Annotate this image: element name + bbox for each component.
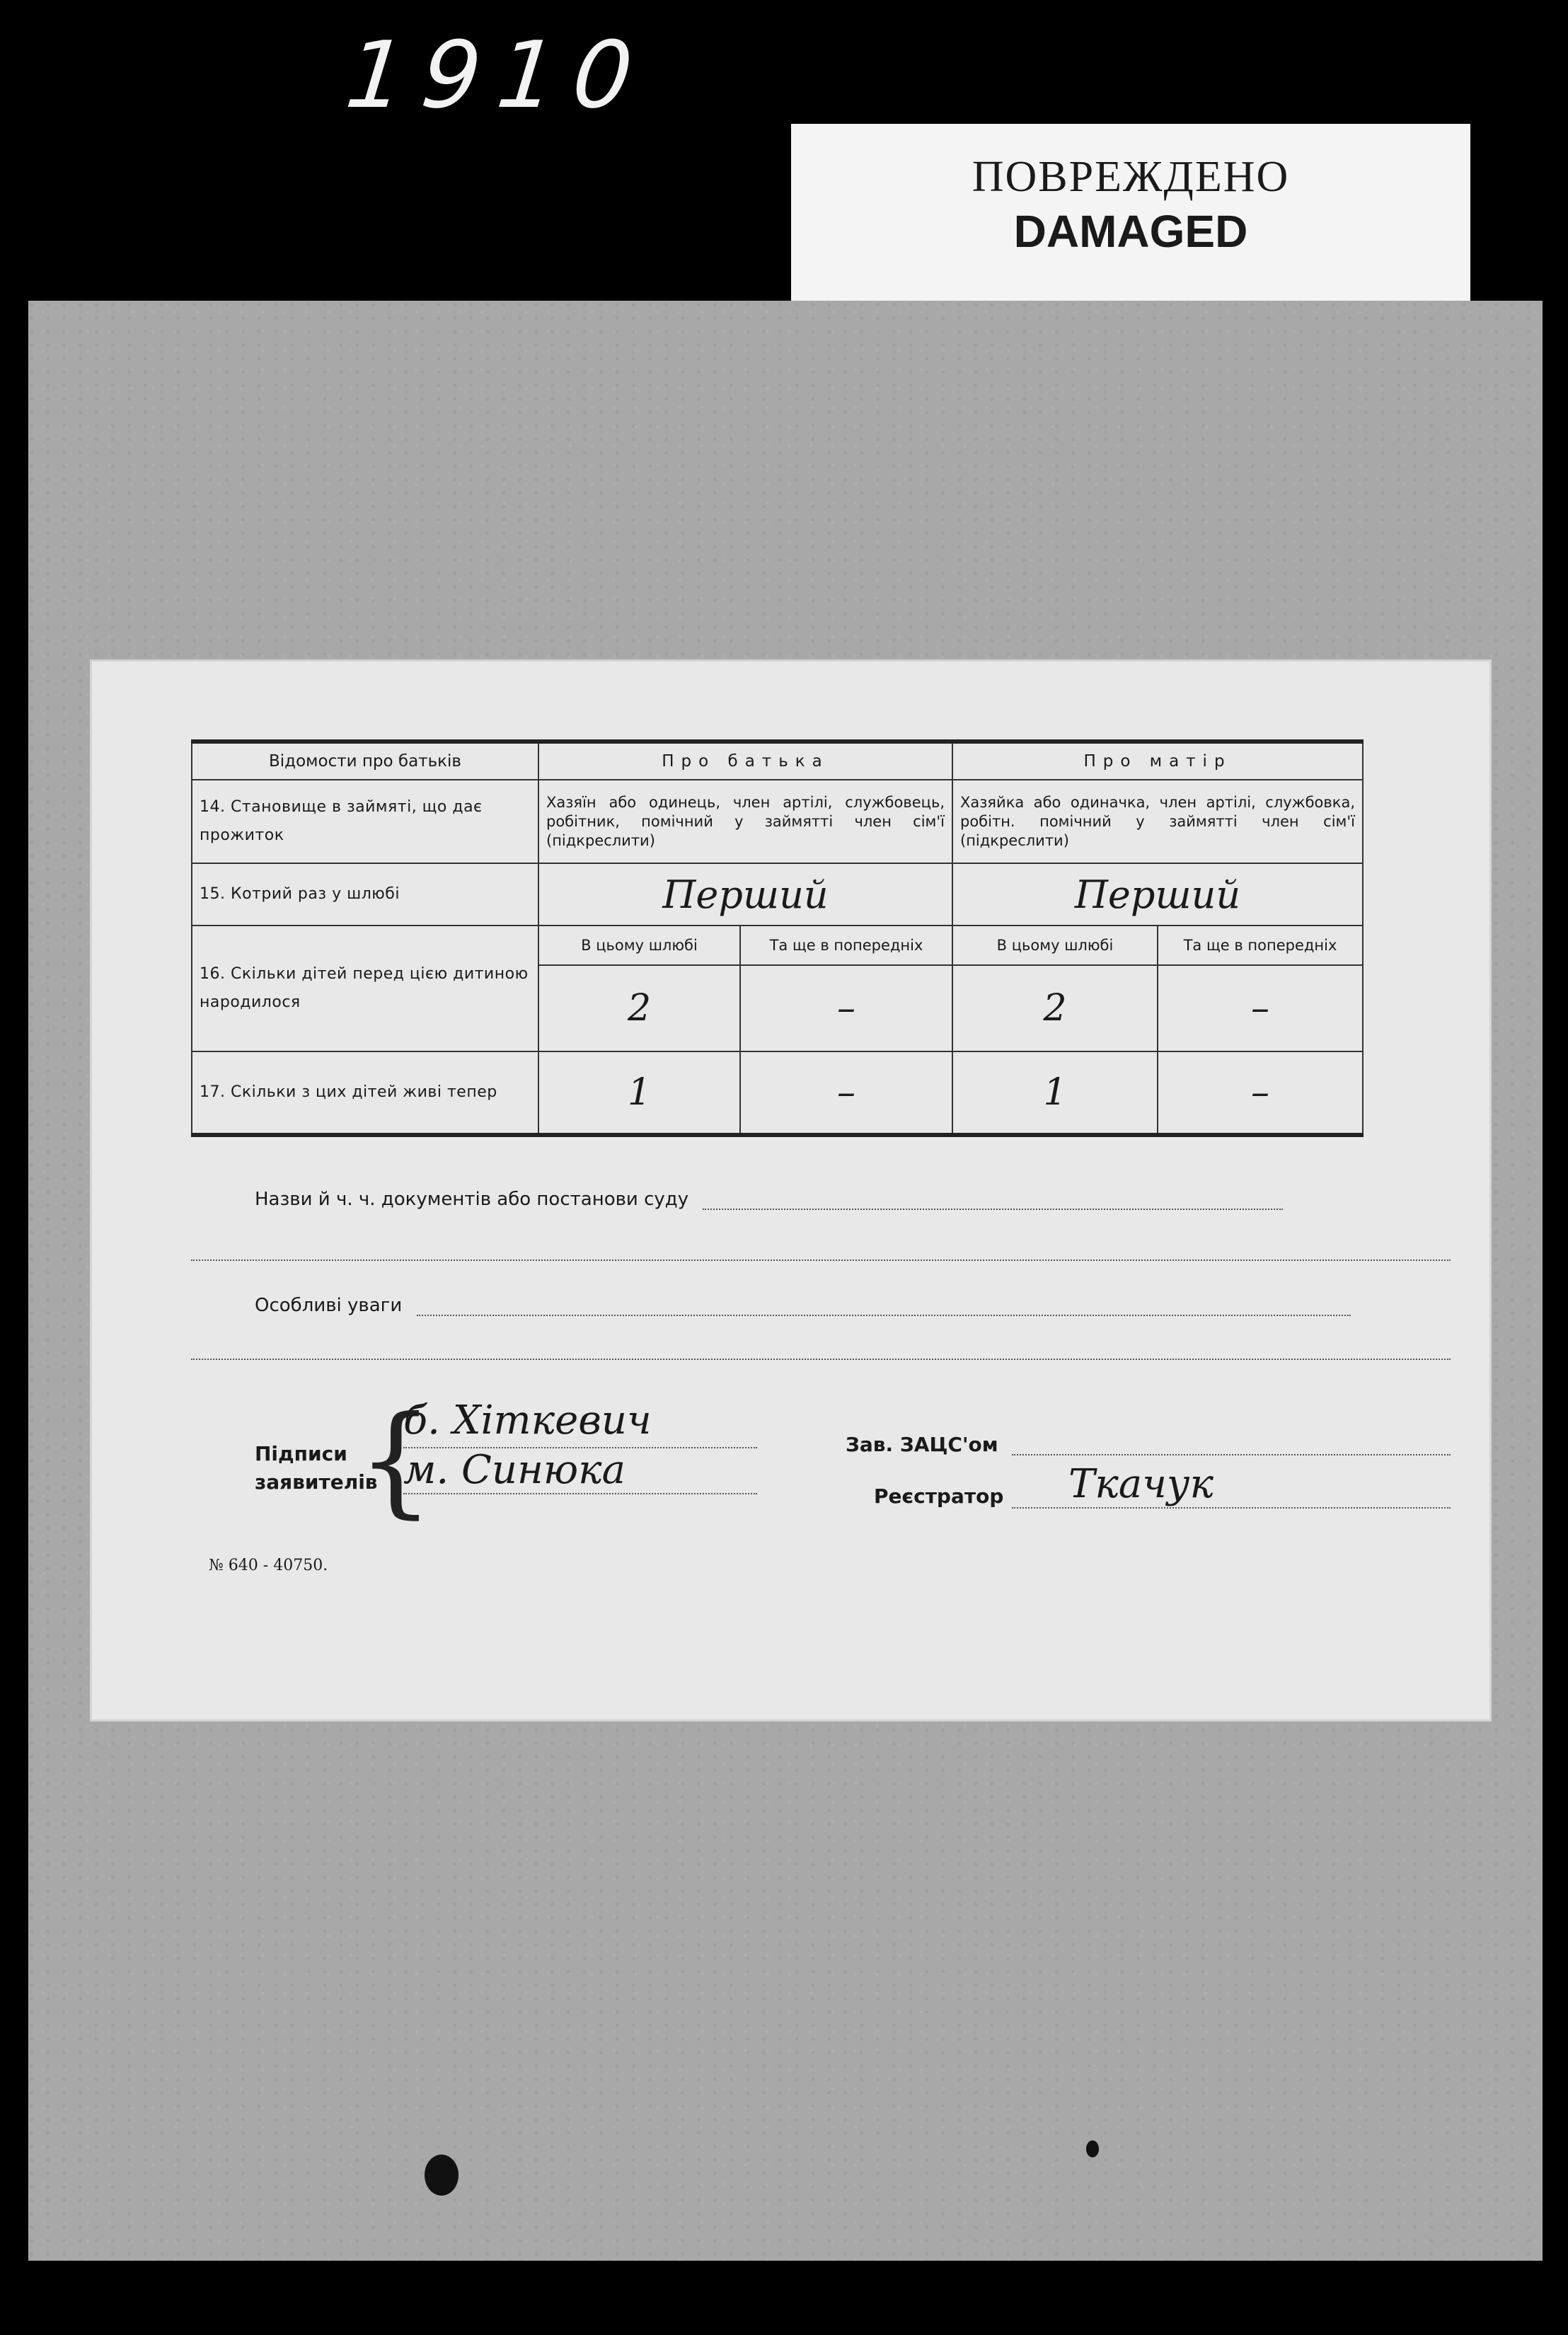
- row14-mother-options: Хазяйка або одиначка, член артілі, службовка, робітн. помічний у займятті член сім'ї (підкреслити): [952, 780, 1363, 863]
- row15-father-value: Перший: [538, 863, 952, 926]
- header-father: Про батька: [538, 742, 952, 780]
- damaged-label-en: DAMAGED: [1013, 206, 1248, 257]
- notes-label: Особливі уваги: [255, 1295, 403, 1316]
- documents-label: Назви й ч. ч. документів або постанови суду: [255, 1189, 689, 1210]
- row17-mother-prev: –: [1158, 1051, 1363, 1135]
- applicant-2-line: [403, 1493, 757, 1494]
- notes-line: [417, 1315, 1351, 1316]
- row15-label: 15. Котрий раз у шлюбі: [192, 863, 538, 926]
- row17-label: 17. Скільки з цих дітей живі тепер: [192, 1051, 538, 1135]
- brace-icon: {: [357, 1390, 434, 1530]
- documents-row: [255, 1189, 1451, 1210]
- subheader-mother-prev: Та ще в попередніх: [1158, 926, 1363, 965]
- registrar-label: Реєстратор: [874, 1484, 1004, 1508]
- form-number: № 640 - 40750.: [209, 1557, 328, 1574]
- registrar-line: [1012, 1507, 1451, 1509]
- row16-mother-prev: –: [1158, 965, 1363, 1051]
- documents-line-2: [191, 1259, 1451, 1261]
- row16-mother-this: 2: [952, 965, 1158, 1051]
- documents-line: [703, 1209, 1283, 1210]
- notes-line-2: [191, 1359, 1451, 1360]
- row14-label: 14. Становище в займяті, що дає прожиток: [192, 780, 538, 863]
- head-line: [1012, 1454, 1451, 1455]
- applicant-2-signature: м. Синюка: [403, 1447, 626, 1493]
- frame-number: 1910: [341, 21, 655, 129]
- row16-father-prev: –: [740, 965, 952, 1051]
- applicant-1-signature: б. Хіткевич: [403, 1397, 652, 1443]
- ink-blot: [1086, 2140, 1099, 2157]
- notes-row: [255, 1295, 1451, 1316]
- parents-info-table: [191, 739, 1364, 1137]
- row14-father-options: Хазяїн або одинець, член артілі, службовець, робітник, помічний у займятті член сім'ї (підкреслити): [538, 780, 952, 863]
- form-card: [92, 662, 1489, 1719]
- header-mother: Про матір: [952, 742, 1363, 780]
- row17-mother-this: 1: [952, 1051, 1158, 1135]
- damaged-label: [791, 124, 1470, 325]
- row16-label: 16. Скільки дітей перед цією дитиною народилося: [192, 926, 538, 1051]
- subheader-father-this: В цьому шлюбі: [538, 926, 740, 965]
- row16-father-this: 2: [538, 965, 740, 1051]
- row17-father-prev: –: [740, 1051, 952, 1135]
- row17-father-this: 1: [538, 1051, 740, 1135]
- registrar-signature: Ткачук: [1068, 1461, 1214, 1507]
- header-parents-info: Відомости про батьків: [192, 742, 538, 780]
- subheader-father-prev: Та ще в попередніх: [740, 926, 952, 965]
- ink-blot: [425, 2155, 459, 2196]
- applicants-label: Підписи заявителів: [255, 1442, 378, 1494]
- head-label: Зав. ЗАЦС'ом: [846, 1433, 998, 1456]
- damaged-label-ru: ПОВРЕЖДЕНО: [972, 153, 1290, 201]
- subheader-mother-this: В цьому шлюбі: [952, 926, 1158, 965]
- row15-mother-value: Перший: [952, 863, 1363, 926]
